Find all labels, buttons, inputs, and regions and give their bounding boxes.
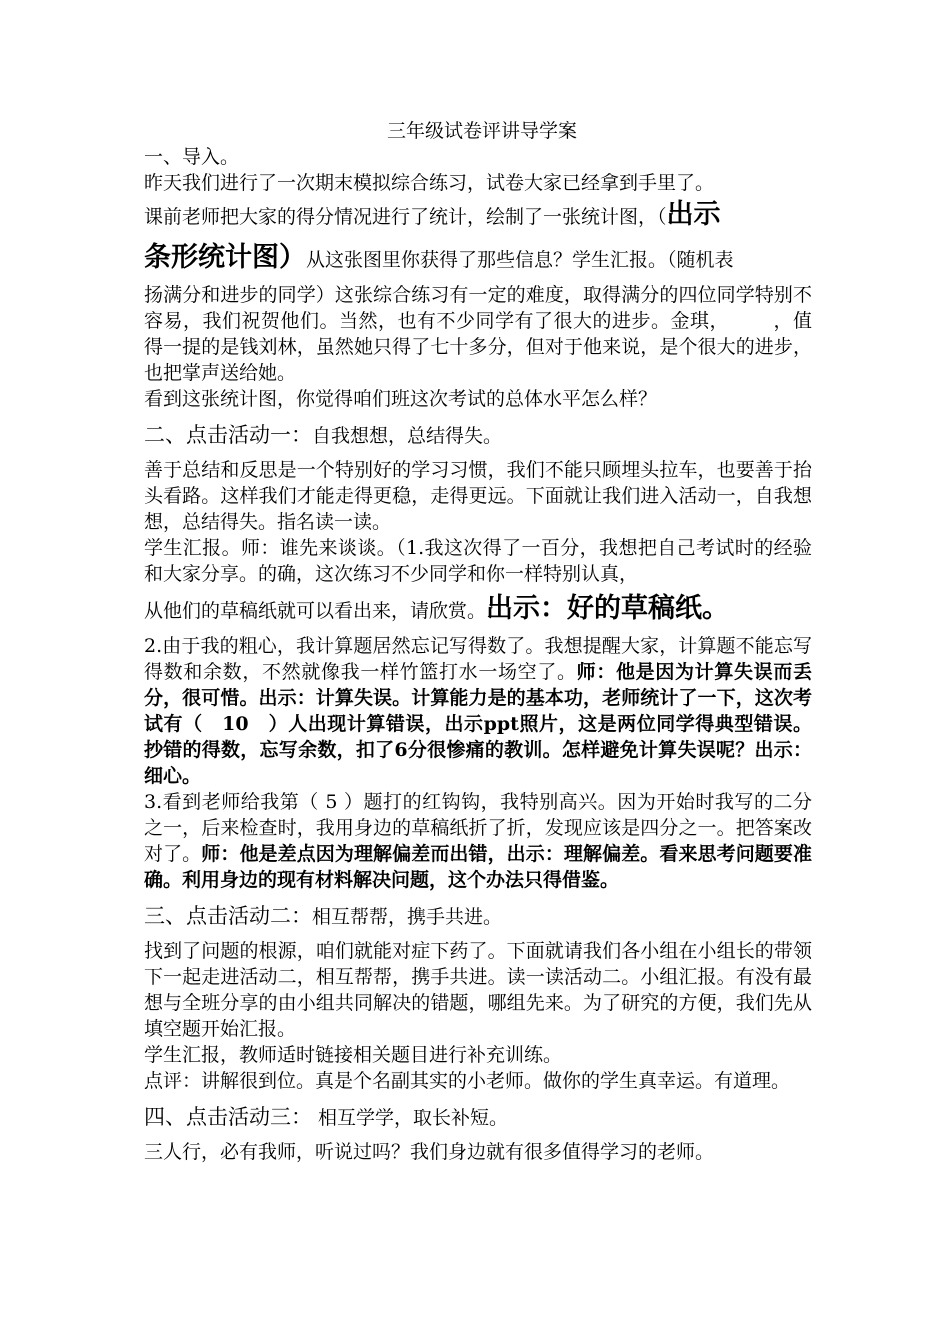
paragraph: 学生汇报，教师适时链接相关题目进行补充训练。 <box>144 1044 563 1066</box>
section-heading-activity-three <box>144 1102 812 1133</box>
paragraph: 善于总结和反思是一个特别好的学习习惯，我们不能只顾埋头拉车，也要善于抬头看路。这样我们才能走得更稳，走得更远。下面就让我们进入活动一，自我想想，总结得失。指名读一读。 <box>144 459 812 533</box>
paragraph-text: 课前老师把大家的得分情况进行了统计，绘制了一张统计图，（ <box>144 206 667 228</box>
heading-subtext: 相互学学，取长补短。 <box>312 1107 509 1129</box>
paragraph <box>144 282 812 386</box>
document-title: 三年级试卷评讲导学案 <box>386 120 577 142</box>
paragraph <box>144 236 812 282</box>
paragraph: 昨天我们进行了一次期末模拟综合练习，试卷大家已经拿到手里了。 <box>144 172 715 194</box>
paragraph-text: 3.看到老师给我第（ 5 ）题打的红钩钩，我特别高兴。因为开始时我写的二分之一，后来检查时，我用身边的草稿纸折了折，发现应该是四分之一。把答案改对了。 <box>144 791 812 865</box>
paragraph: 点评：讲解很到位。真是个名副其实的小老师。做你的学生真幸运。有道理。 <box>144 1070 791 1092</box>
paragraph <box>144 587 812 633</box>
section-intro <box>144 144 812 412</box>
section-activity-three <box>144 1102 812 1165</box>
emphasis-good-draft: 出示：好的草稿纸。 <box>486 593 730 624</box>
teacher-comment: 师：他是差点因为理解偏差而出错，出示：理解偏差。看来思考问题要准确。利用身边的现有材料解决问题，这个办法只得借鉴。 <box>144 843 812 891</box>
paragraph-text: 从这张图里你获得了那些信息？学生汇报。（随机表 <box>306 249 734 271</box>
teacher-comment: 师：他是因为计算失误而丢分，很可惜。出示：计算失误。计算能力是的基本功，老师统计了一下，这次考试有（ 10 ）人出现计算错误，出示ppt照片，这是两位同学得典型错误。抄错的得数，忘写余数，扣了6分很惨痛的教训。怎样避免计算失误呢？出示：细心。 <box>144 661 812 787</box>
paragraph-text: 2.由于我的粗心，我计算题居然忘记写得数了。我想提醒大家，计算题不能忘写得数和余数，不然就像我一样竹篮打水一场空了。 <box>144 635 812 683</box>
paragraph <box>144 633 812 789</box>
paragraph-text: ，值得一提的是钱刘林，虽然她只得了七十多分，但对于他来说，是个很大的进步，也把掌声送给她。 <box>144 310 812 384</box>
paragraph-text: 从他们的草稿纸就可以看出来，请欣赏。 <box>144 600 487 622</box>
paragraph: 找到了问题的根源，咱们就能对症下药了。下面就请我们各小组在小组长的带领下一起走进活动二，相互帮帮，携手共进。读一读活动二。小组汇报。有没有最想与全班分享的由小组共同解决的错题，哪组先来。为了研究的方便，我们先从填空题开始汇报。 <box>144 940 812 1040</box>
paragraph <box>144 789 812 893</box>
paragraph-text: 扬满分和进步的同学）这张综合练习有一定的难度，取得满分的四位同学特别不容易，我们祝贺他们。当然，也有不少同学有了很大的进步。金琪， <box>144 284 812 332</box>
section-heading-activity-one <box>144 420 812 451</box>
paragraph: 学生汇报。师：谁先来谈谈。（1.我这次得了一百分，我想把自己考试时的经验和大家分享。的确，这次练习不少同学和你一样特别认真， <box>144 537 812 585</box>
paragraph: 看到这张统计图，你觉得咱们班这次考试的总体水平怎么样？ <box>144 388 658 410</box>
section-heading-activity-two <box>144 901 812 932</box>
section-activity-one <box>144 420 812 893</box>
section-activity-two <box>144 901 812 1094</box>
heading-text: 三、点击活动二： <box>144 904 312 928</box>
emphasis-show: 出示 <box>666 199 721 230</box>
heading-text: 四、点击活动三： <box>144 1105 312 1129</box>
emphasis-bar-chart: 条形统计图） <box>144 242 306 273</box>
paragraph: 三人行，必有我师，听说过吗？我们身边就有很多值得学习的老师。 <box>144 1141 715 1163</box>
heading-subtext: 自我想想，总结得失。 <box>312 425 503 447</box>
paragraph <box>144 196 812 236</box>
heading-subtext: 相互帮帮，携手共进。 <box>312 906 503 928</box>
heading-text: 二、点击活动一： <box>144 423 312 447</box>
section-heading-intro: 一、导入。 <box>144 146 240 168</box>
